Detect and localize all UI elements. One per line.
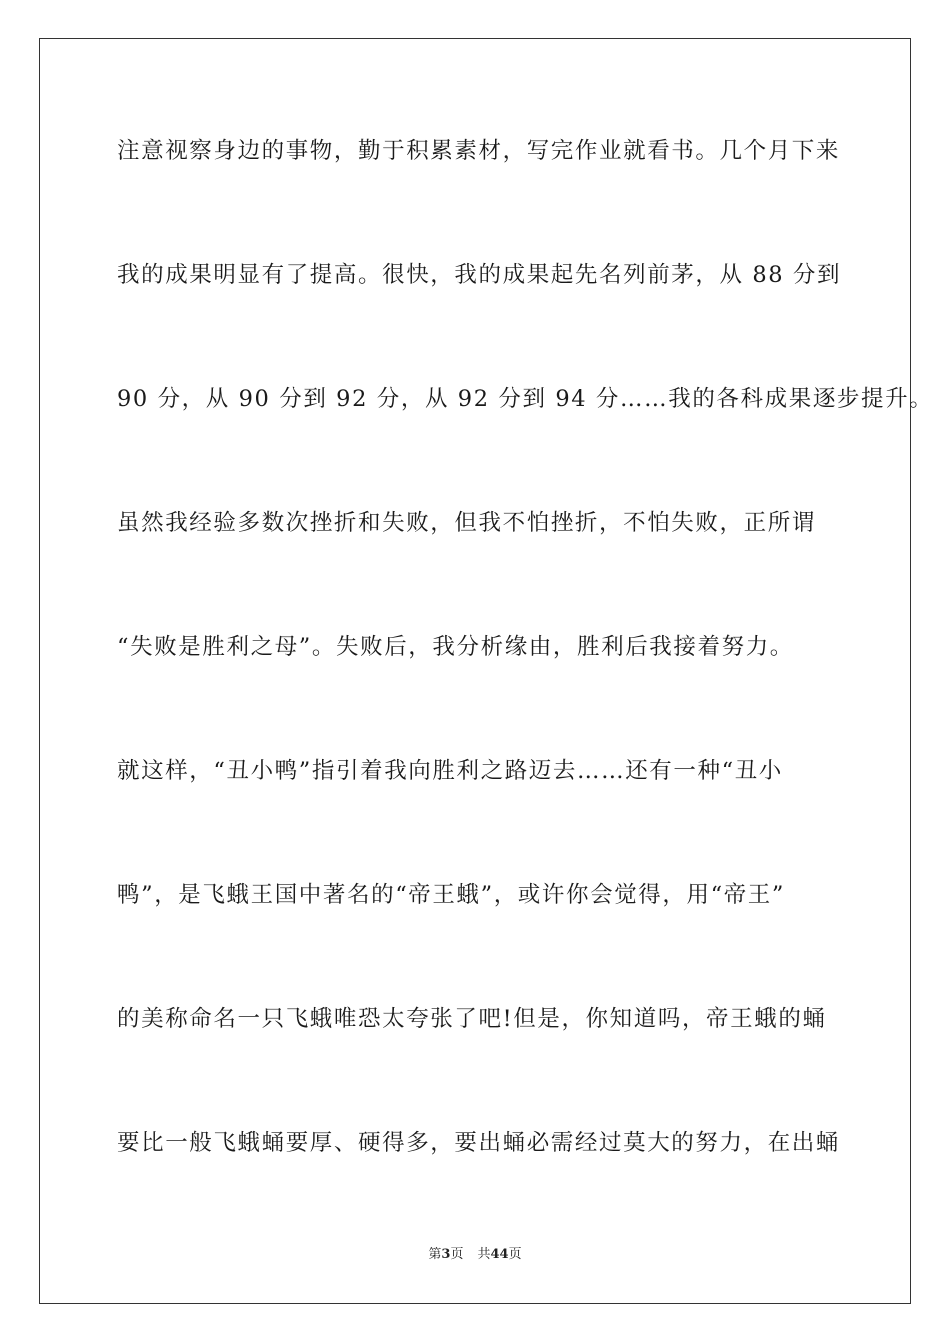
body-text-line-2: 我的成果明显有了提高。很快，我的成果起先名列前茅，从 88 分到 <box>117 262 842 288</box>
body-text-line-3: 90 分，从 90 分到 92 分，从 92 分到 94 分……我的各科成果逐步提升。 <box>117 386 934 412</box>
page-number: 3 <box>441 1247 451 1262</box>
page-border <box>39 38 934 1304</box>
body-text-line-6: 就这样，“丑小鸭”指引着我向胜利之路迈去……还有一种“丑小 <box>117 758 783 784</box>
page-footer <box>0 1247 950 1263</box>
body-text-line-8: 的美称命名一只飞蛾唯恐太夸张了吧!但是，你知道吗，帝王蛾的蛹 <box>117 1006 827 1032</box>
page-prefix: 第 <box>428 1247 442 1262</box>
body-text-line-7: 鸭”，是飞蛾王国中著名的“帝王蛾”，或许你会觉得，用“帝王” <box>117 882 786 908</box>
body-text-line-9: 要比一般飞蛾蛹要厚、硬得多，要出蛹必需经过莫大的努力，在出蛹 <box>117 1130 841 1156</box>
body-text-line-5: “失败是胜利之母”。失败后，我分析缘由，胜利后我接着努力。 <box>117 634 794 660</box>
total-prefix: 共 <box>477 1247 491 1262</box>
total-suffix: 页 <box>508 1247 522 1262</box>
page-suffix: 页 <box>450 1247 464 1262</box>
body-text-line-4: 虽然我经验多数次挫折和失败，但我不怕挫折，不怕失败，正所谓 <box>117 510 816 536</box>
body-text-line-1: 注意视察身边的事物，勤于积累素材，写完作业就看书。几个月下来 <box>117 138 841 164</box>
total-pages: 44 <box>490 1247 509 1262</box>
